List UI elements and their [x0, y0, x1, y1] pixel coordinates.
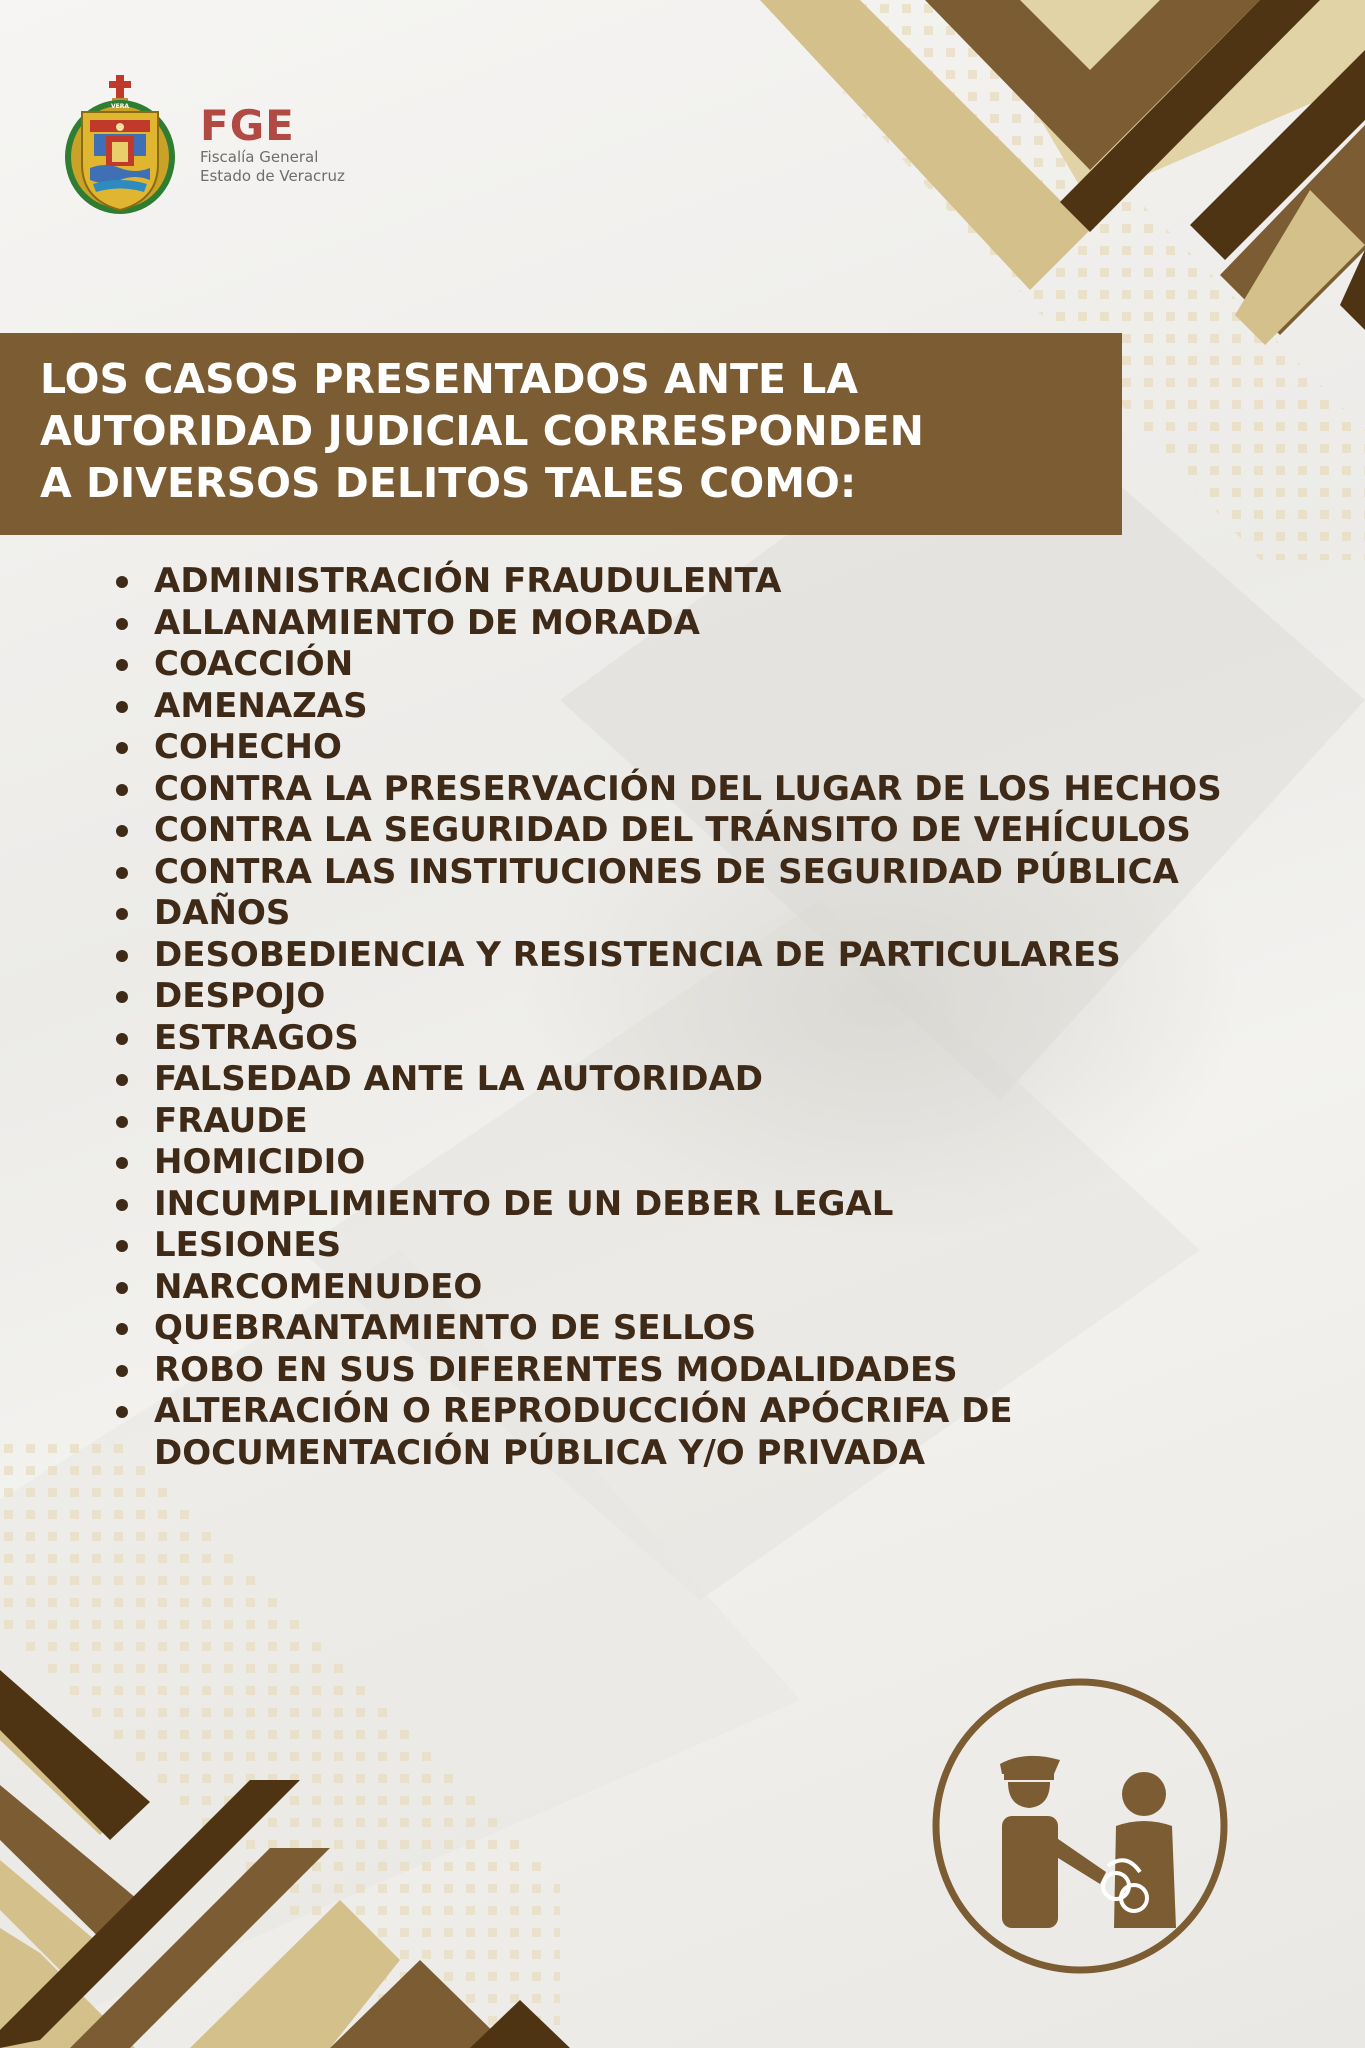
bullet-icon	[116, 1365, 128, 1377]
headline-line-2: AUTORIDAD JUDICIAL CORRESPONDEN	[40, 407, 924, 455]
bullet-icon	[116, 576, 128, 588]
list-item	[114, 1018, 1244, 1060]
list-item	[114, 1350, 1244, 1392]
list-item	[114, 1059, 1244, 1101]
bullet-icon	[116, 1282, 128, 1294]
list-item-label: CONTRA LA PRESERVACIÓN DEL LUGAR DE LOS HECHOS	[154, 768, 1222, 809]
list-item-label: COHECHO	[154, 727, 342, 767]
bullet-icon	[116, 908, 128, 920]
list-item	[114, 1308, 1244, 1350]
list-item-label: DAÑOS	[154, 893, 291, 933]
list-item-label: FALSEDAD ANTE LA AUTORIDAD	[154, 1059, 764, 1099]
list-item-label: QUEBRANTAMIENTO DE SELLOS	[154, 1308, 757, 1348]
bullet-icon	[116, 1074, 128, 1086]
bullet-icon	[116, 1406, 128, 1418]
bullet-icon	[116, 1323, 128, 1335]
list-item	[114, 1267, 1244, 1309]
police-arrest-icon	[930, 1676, 1230, 1976]
list-item-label: DESOBEDIENCIA Y RESISTENCIA DE PARTICULARES	[154, 934, 1121, 975]
list-item-label: ADMINISTRACIÓN FRAUDULENTA	[154, 561, 782, 601]
list-item	[114, 1225, 1244, 1267]
bullet-icon	[116, 867, 128, 879]
list-item-label: INCUMPLIMIENTO DE UN DEBER LEGAL	[154, 1183, 894, 1224]
bullet-icon	[116, 701, 128, 713]
svg-text:VERA: VERA	[110, 103, 130, 110]
bullet-icon	[116, 1116, 128, 1128]
bullet-icon	[116, 742, 128, 754]
list-item	[114, 644, 1244, 686]
brand-abbreviation: FGE	[200, 101, 295, 150]
bullet-icon	[116, 618, 128, 630]
list-item-label: ALTERACIÓN O REPRODUCCIÓN APÓCRIFA DE DOCUMENTACIÓN PÚBLICA Y/O PRIVADA	[154, 1391, 1013, 1473]
list-item-label: AMENAZAS	[154, 685, 368, 726]
bullet-icon	[116, 950, 128, 962]
list-item-label: CONTRA LAS INSTITUCIONES DE SEGURIDAD PÚBLICA	[154, 851, 1179, 892]
list-item	[114, 893, 1244, 935]
list-item-label: NARCOMENUDEO	[154, 1266, 483, 1307]
bullet-icon	[116, 825, 128, 837]
bottom-left-decoration	[0, 1440, 660, 2048]
list-item	[114, 561, 1244, 603]
bullet-icon	[116, 659, 128, 671]
veracruz-seal-icon	[60, 72, 180, 217]
brand-name-line-1: Fiscalía General	[200, 148, 319, 166]
list-item	[114, 1184, 1244, 1226]
list-item-label: CONTRA LA SEGURIDAD DEL TRÁNSITO DE VEHÍCULOS	[154, 810, 1191, 850]
list-item	[114, 1391, 1244, 1474]
headline-banner	[0, 333, 1122, 535]
list-item	[114, 852, 1244, 894]
bullet-icon	[116, 1199, 128, 1211]
list-item	[114, 686, 1244, 728]
list-item	[114, 935, 1244, 977]
list-item-label: ROBO EN SUS DIFERENTES MODALIDADES	[154, 1349, 958, 1390]
list-item-label: ESTRAGOS	[154, 1017, 359, 1058]
list-item	[114, 603, 1244, 645]
list-item	[114, 810, 1244, 852]
list-item-label: COACCIÓN	[154, 644, 354, 684]
list-item-label: ALLANAMIENTO DE MORADA	[154, 602, 700, 643]
list-item	[114, 727, 1244, 769]
list-item	[114, 769, 1244, 811]
bullet-icon	[116, 991, 128, 1003]
bullet-icon	[116, 784, 128, 796]
bullet-icon	[116, 1240, 128, 1252]
list-item-label: FRAUDE	[154, 1100, 308, 1141]
list-item-label: DESPOJO	[154, 976, 326, 1016]
list-item	[114, 1142, 1244, 1184]
list-item	[114, 1101, 1244, 1143]
brand-block	[200, 101, 345, 186]
bullet-icon	[116, 1033, 128, 1045]
brand-name-line-2: Estado de Veracruz	[200, 167, 345, 185]
headline-line-3: A DIVERSOS DELITOS TALES COMO:	[40, 459, 857, 507]
list-item	[114, 976, 1244, 1018]
crime-list	[114, 561, 1244, 1474]
bullet-icon	[116, 1157, 128, 1169]
headline-line-1: LOS CASOS PRESENTADOS ANTE LA	[40, 355, 859, 403]
list-item-label: HOMICIDIO	[154, 1142, 366, 1182]
list-item-label: LESIONES	[154, 1225, 342, 1265]
